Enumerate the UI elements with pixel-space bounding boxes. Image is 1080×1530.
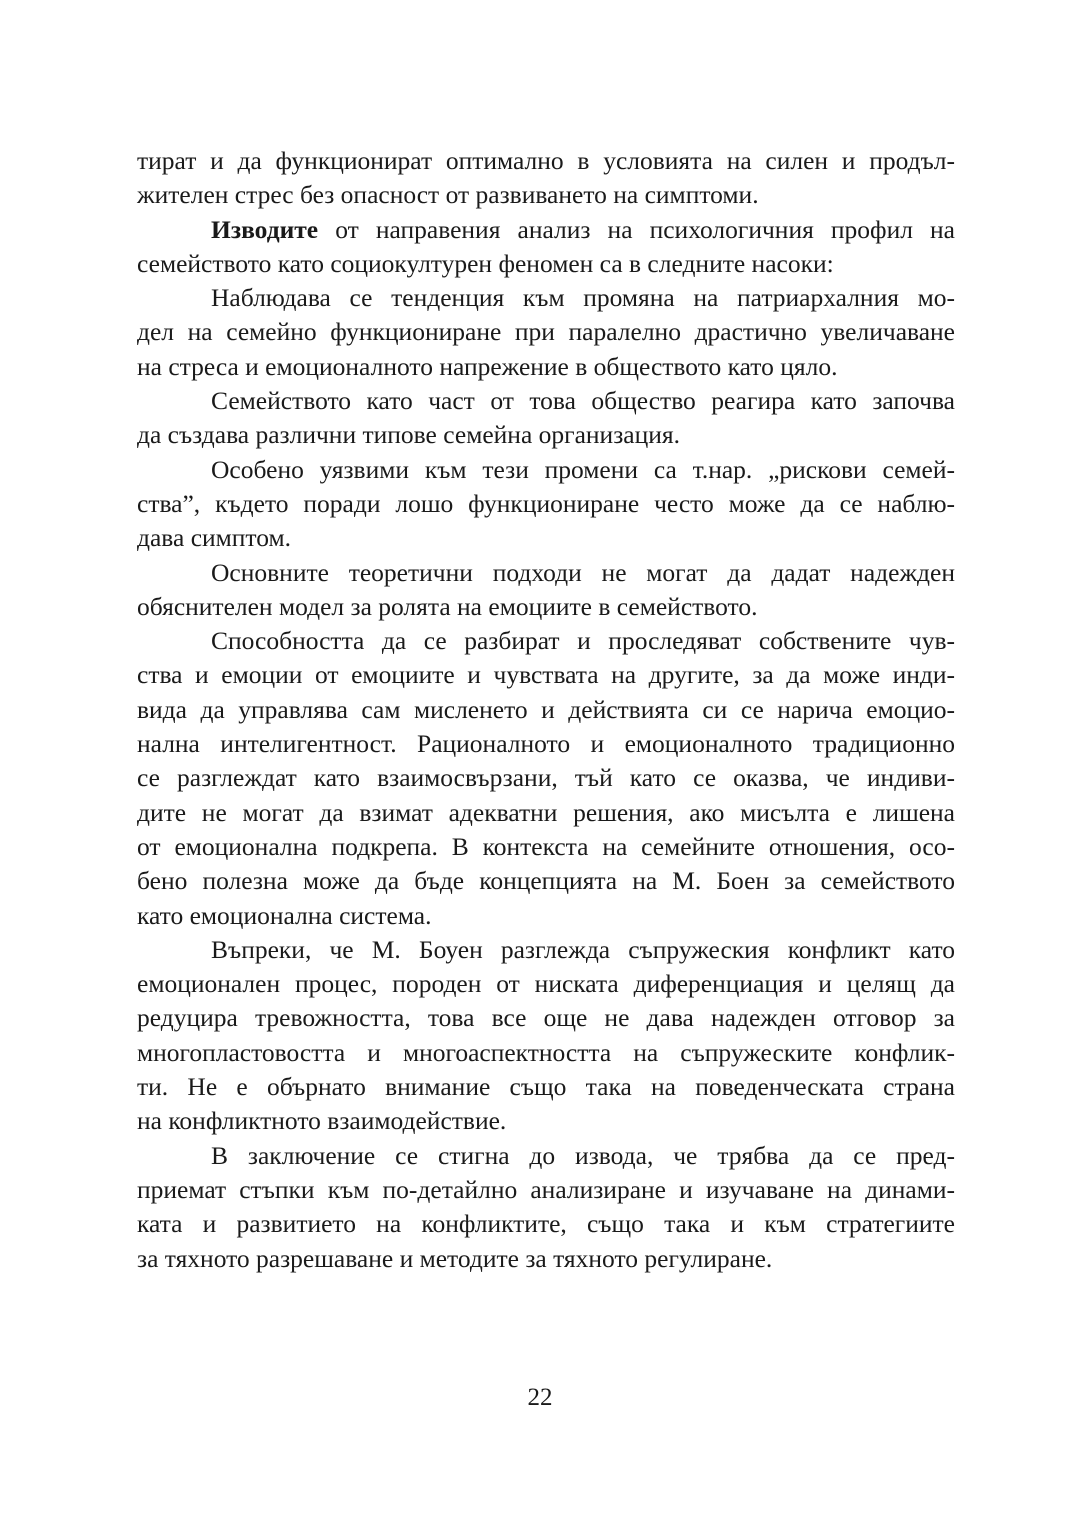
body-text (137, 144, 955, 1276)
text-line: Семейството като част от това общество реагира като започва (211, 386, 955, 416)
paragraph (137, 213, 955, 282)
text-line: Наблюдава се тенденция към промяна на патриархалния мо- (211, 283, 955, 313)
paragraph (137, 933, 955, 1139)
text-line: дава симптом. (137, 523, 292, 553)
paragraph (137, 1139, 955, 1276)
text-line: ката и развитието на конфликтите, също така и към стратегиите (137, 1209, 955, 1239)
text-line: за тяхното разрешаване и методите за тяхното регулиране. (137, 1243, 773, 1273)
text-line: се разглеждат като взаимосвързани, тъй като се оказва, че индиви- (137, 763, 955, 793)
text-line: ти. Не е обърнато внимание също така на поведенческата страна (137, 1072, 955, 1102)
text-line-rest: от направения анализ на психологичния профил на (318, 214, 955, 244)
text-line: обяснителен модел за ролята на емоциите в семейството. (137, 591, 758, 621)
text-line: дите не могат да взимат адекватни решения, ако мисълта е лишена (137, 797, 955, 827)
text-line: като емоционална система. (137, 900, 432, 930)
text-line: ства”, където поради лошо функциониране често може да се наблю- (137, 488, 955, 518)
text-line: тират и да функционират оптимално в условията на силен и продъл- (137, 146, 955, 175)
bold-lead-word: Изводите (211, 214, 319, 244)
text-line: Основните теоретични подходи не могат да дадат надежден (211, 557, 955, 587)
paragraph (137, 281, 955, 384)
text-line: семейството като социокултурен феномен са в следните насоки: (137, 248, 834, 278)
paragraph (137, 624, 955, 933)
paragraph (137, 556, 955, 625)
text-line: емоционален процес, породен от ниската диференциация и целящ да (137, 969, 955, 999)
text-line: Способността да се разбират и проследяват собствените чув- (211, 626, 955, 656)
text-line: нална интелигентност. Рационалното и емоционалното традиционно (137, 729, 955, 759)
text-line: на конфликтното взаимодействие. (137, 1106, 507, 1136)
text-line: редуцира тревожността, това все още не дава надежден отговор за (137, 1003, 955, 1033)
text-line: жителен стрес без опасност от развиването на симптоми. (137, 180, 759, 210)
paragraph (137, 384, 955, 453)
text-line: приемат стъпки към по-детайлно анализиране и изучаване на динами- (137, 1174, 955, 1204)
paragraph (137, 453, 955, 556)
text-line: от емоционална подкрепа. В контекста на семейните отношения, осо- (137, 831, 955, 861)
text-line: бено полезна може да бъде концепцията на М. Боен за семейството (137, 866, 955, 896)
text-line: вида да управлява сам мисленето и действията си се нарича емоцио- (137, 694, 955, 724)
text-line (137, 213, 955, 247)
text-line: В заключение се стигна до извода, че трябва да се пред- (211, 1140, 955, 1170)
text-line: Въпреки, че М. Боуен разглежда съпружеския конфликт като (211, 934, 955, 964)
paragraph (137, 144, 955, 213)
text-line: дел на семейно функциониране при паралелно драстично увеличаване (137, 317, 955, 347)
text-line: ства и емоции от емоциите и чувствата на другите, за да може инди- (137, 660, 955, 690)
text-line: Особено уязвими към тези промени са т.нар. „рискови семей- (211, 454, 955, 484)
page-number: 22 (527, 1384, 553, 1411)
text-line: да създава различни типове семейна организация. (137, 420, 680, 450)
text-line: многопластовостта и многоаспектността на съпружеските конфлик- (137, 1037, 955, 1067)
text-line: на стреса и емоционалното напрежение в обществото като цяло. (137, 351, 838, 381)
